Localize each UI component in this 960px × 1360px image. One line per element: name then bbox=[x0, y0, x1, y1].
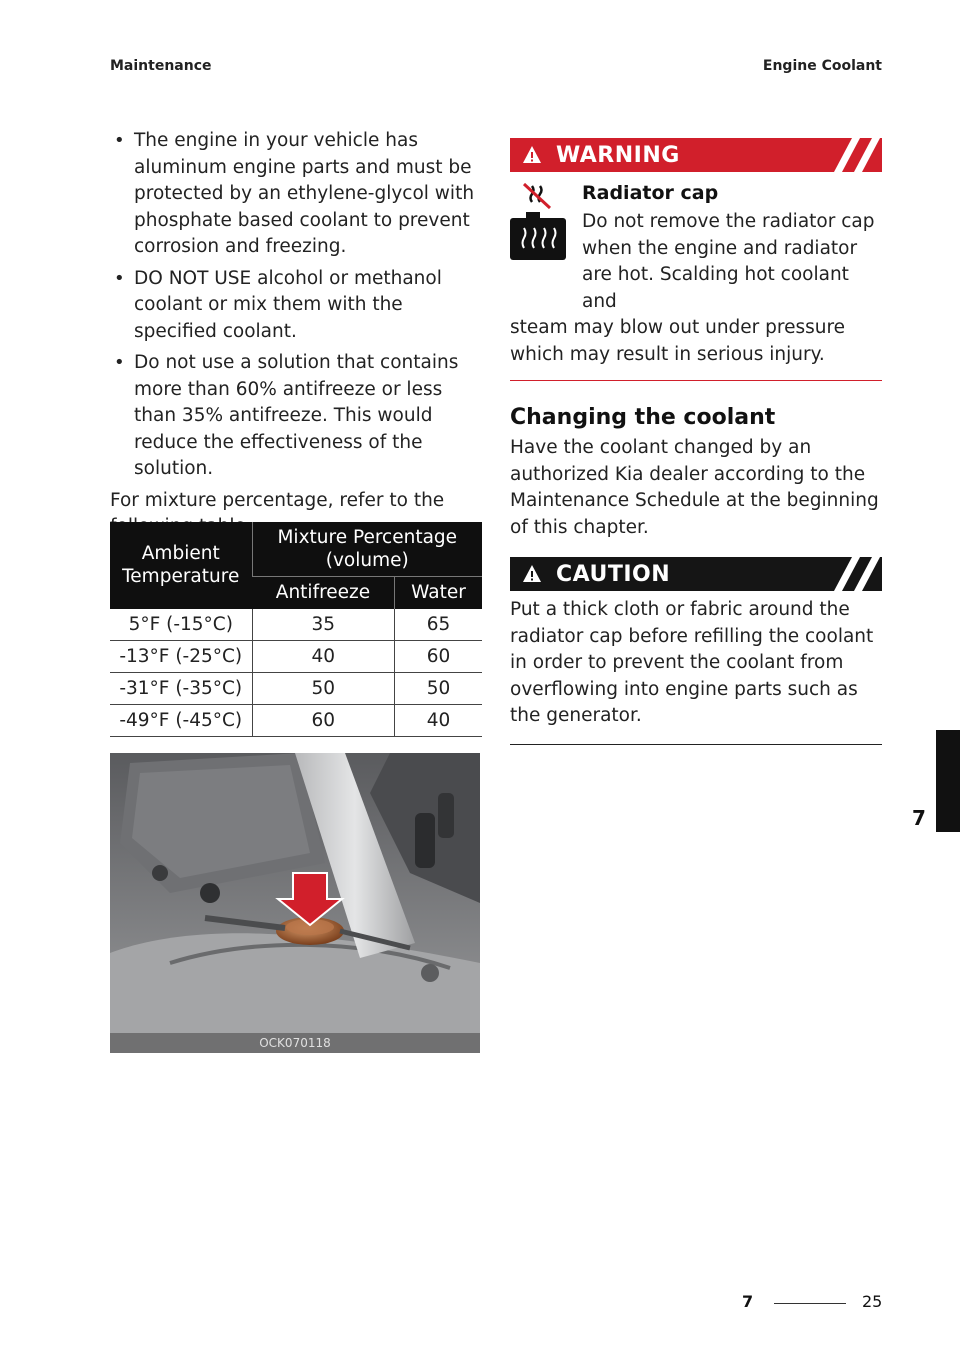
footer-divider bbox=[774, 1303, 846, 1304]
footer-chapter-number: 7 bbox=[742, 1292, 754, 1311]
cell-temperature: 5°F (-15°C) bbox=[110, 609, 252, 641]
bullet-item: • The engine in your vehicle has aluminum engine parts and must be protected by an ethylene-glycol with phosphate based coolant to prevent corrosion and freezing. bbox=[110, 128, 482, 261]
table-row bbox=[110, 673, 482, 705]
warning-body bbox=[510, 180, 882, 368]
warning-text-full: steam may blow out under pressure which may result in serious injury. bbox=[510, 317, 846, 365]
cell-water: 60 bbox=[394, 641, 482, 673]
hot-radiator-icon bbox=[510, 182, 568, 264]
caution-triangle-icon bbox=[522, 564, 542, 584]
header-antifreeze: Antifreeze bbox=[252, 577, 394, 609]
cell-water: 50 bbox=[394, 673, 482, 705]
warning-text-indented: Do not remove the radiator cap when the engine and radiator are hot. Scalding hot coolant and bbox=[582, 211, 875, 312]
cell-temperature: -31°F (-35°C) bbox=[110, 673, 252, 705]
warning-label: WARNING bbox=[556, 142, 680, 168]
caution-label: CAUTION bbox=[556, 561, 671, 587]
header-mixture-percentage: Mixture Percentage (volume) bbox=[252, 522, 482, 577]
bullet-item: • Do not use a solution that contains more than 60% antifreeze or less than 35% antifreeze. This would reduce the effectiveness of the solution. bbox=[110, 350, 482, 483]
table-row bbox=[110, 641, 482, 673]
warning-banner bbox=[510, 138, 882, 172]
footer-page-number: 25 bbox=[862, 1292, 883, 1311]
caution-text: Put a thick cloth or fabric around the radiator cap before refilling the coolant in order to prevent the coolant from overflowing into engine parts such as the generator. bbox=[510, 599, 874, 726]
table-row bbox=[110, 705, 482, 737]
mixture-intro: For mixture percentage, refer to the bbox=[110, 489, 445, 511]
cell-water: 65 bbox=[394, 609, 482, 641]
warning-triangle-icon bbox=[522, 145, 542, 165]
table-row bbox=[110, 609, 482, 641]
cell-temperature: -13°F (-25°C) bbox=[110, 641, 252, 673]
running-header-section: Maintenance bbox=[110, 58, 212, 74]
right-column bbox=[510, 138, 882, 745]
caution-end-rule bbox=[510, 744, 882, 745]
chapter-side-number: 7 bbox=[912, 806, 926, 830]
section-body: Have the coolant changed by an authorized Kia dealer according to the Maintenance Schedule at the beginning of this chapter. bbox=[510, 437, 879, 538]
cell-antifreeze: 60 bbox=[252, 705, 394, 737]
header-water: Water bbox=[394, 577, 482, 609]
warning-end-rule bbox=[510, 380, 882, 381]
section-title: Changing the coolant bbox=[510, 405, 776, 430]
cell-temperature: -49°F (-45°C) bbox=[110, 705, 252, 737]
cell-antifreeze: 40 bbox=[252, 641, 394, 673]
engine-bay-illustration bbox=[110, 753, 480, 1053]
header-ambient-temperature: Ambient Temperature bbox=[110, 522, 252, 609]
coolant-bullet-list bbox=[110, 128, 482, 483]
mixture-table bbox=[110, 522, 482, 737]
hazard-stripes-icon bbox=[822, 138, 882, 172]
left-column bbox=[110, 128, 482, 541]
caution-box bbox=[510, 557, 882, 745]
cell-antifreeze: 50 bbox=[252, 673, 394, 705]
running-header-topic: Engine Coolant bbox=[762, 58, 882, 74]
hazard-stripes-icon bbox=[822, 557, 882, 591]
chapter-side-tab bbox=[936, 730, 960, 832]
radiator-cap-photo bbox=[110, 753, 480, 1053]
bullet-item: • DO NOT USE alcohol or methanol coolant or mix them with the specified coolant. bbox=[110, 266, 482, 346]
warning-heading: Radiator cap bbox=[582, 182, 719, 204]
caution-banner bbox=[510, 557, 882, 591]
cell-water: 40 bbox=[394, 705, 482, 737]
cell-antifreeze: 35 bbox=[252, 609, 394, 641]
photo-reference-code: OCK070118 bbox=[110, 1033, 480, 1053]
